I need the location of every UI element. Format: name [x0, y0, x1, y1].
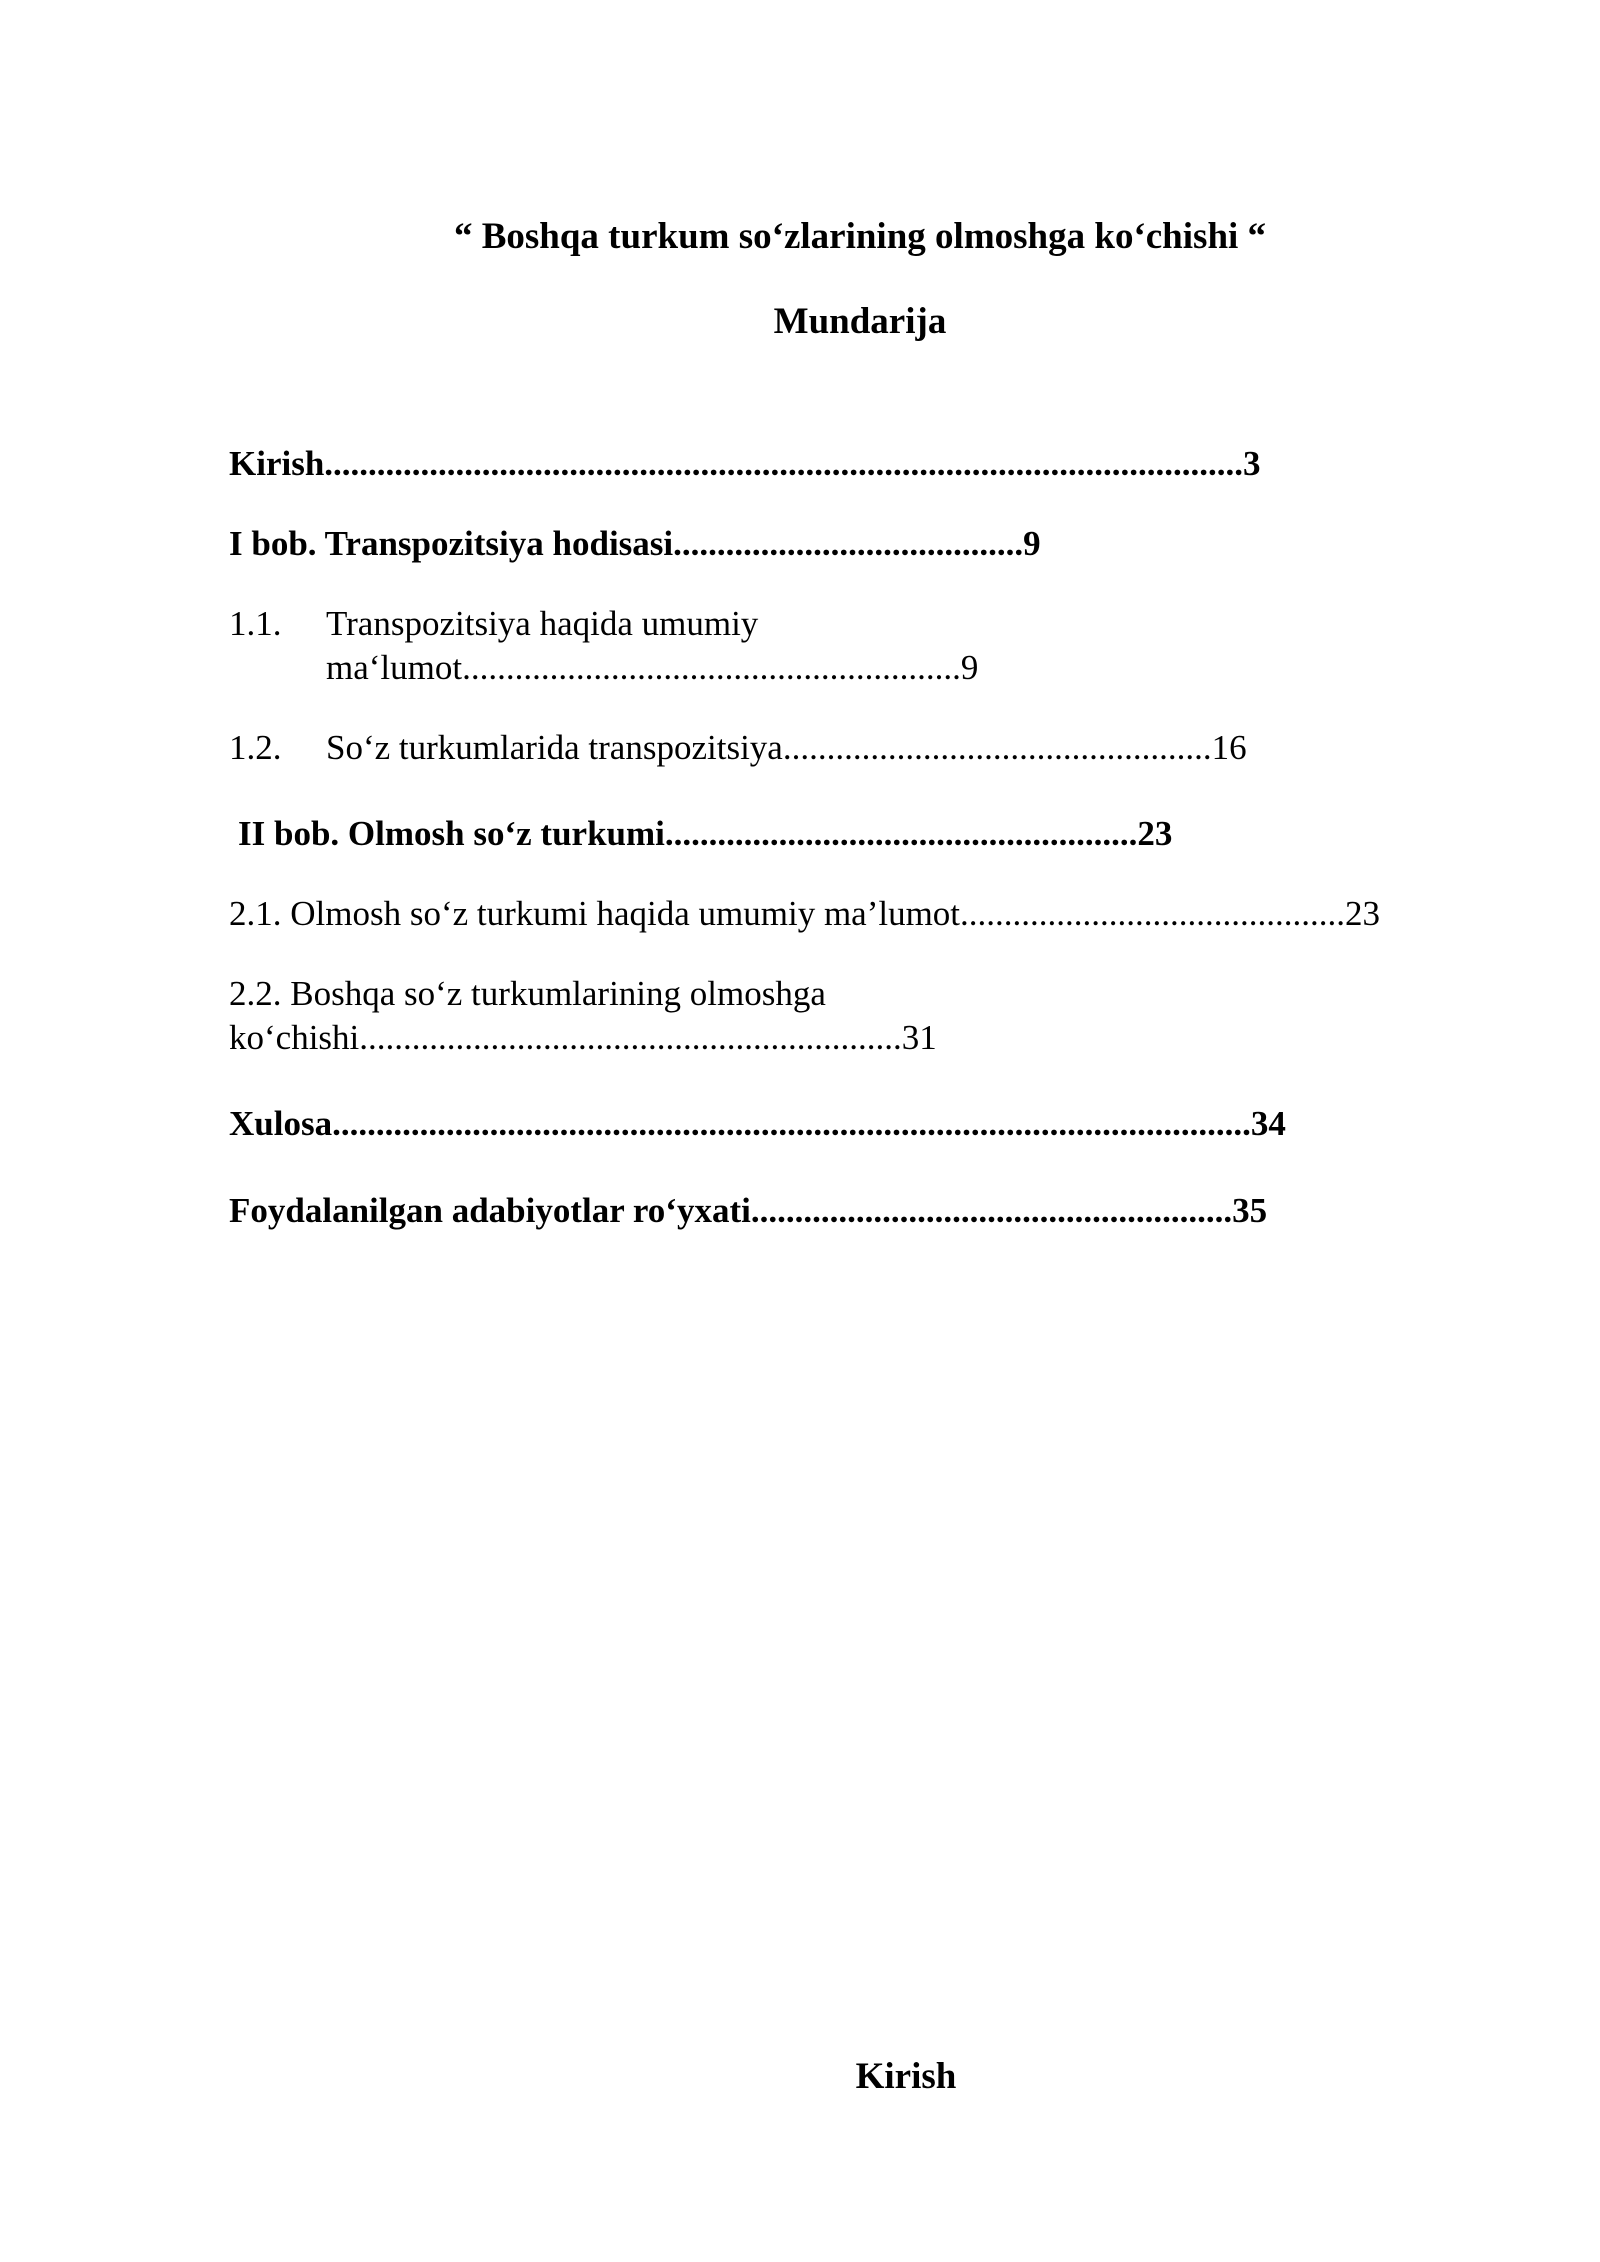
- toc-entry-2-1: 2.1. Olmosh so‘z turkumi haqida umumiy ma’lumot............................................23: [229, 894, 1381, 933]
- toc-entry-1-2-text: So‘z turkumlarida transpozitsiya.................................................16: [326, 728, 1247, 767]
- contents-heading: Mundarija: [773, 301, 947, 342]
- toc-entry-bob-2: II bob. Olmosh so‘z turkumi......................................................23: [238, 814, 1173, 853]
- toc-entry-1-1-number: 1.1.: [229, 604, 282, 643]
- toc-entry-2-2-line1: 2.2. Boshqa so‘z turkumlarining olmoshga: [229, 974, 826, 1013]
- document-title: “ Boshqa turkum so‘zlarining olmoshga ko‘chishi “: [453, 216, 1267, 257]
- toc-entry-2-2-line2: ko‘chishi..............................................................31: [229, 1018, 937, 1057]
- toc-entry-kirish: Kirish.........................................................................................................3: [229, 444, 1261, 483]
- toc-entry-1-1-line2: ma‘lumot.........................................................9: [326, 648, 979, 687]
- toc-entry-bob-1: I bob. Transpozitsiya hodisasi........................................9: [229, 524, 1041, 563]
- toc-entry-adabiyotlar: Foydalanilgan adabiyotlar ro‘yxati.......................................................35: [229, 1191, 1268, 1230]
- toc-entry-1-1-line1: Transpozitsiya haqida umumiy: [326, 604, 759, 643]
- section-heading-kirish: Kirish: [855, 2056, 957, 2097]
- toc-entry-1-2-number: 1.2.: [229, 728, 282, 767]
- toc-entry-xulosa: Xulosa.........................................................................................................34: [229, 1104, 1286, 1143]
